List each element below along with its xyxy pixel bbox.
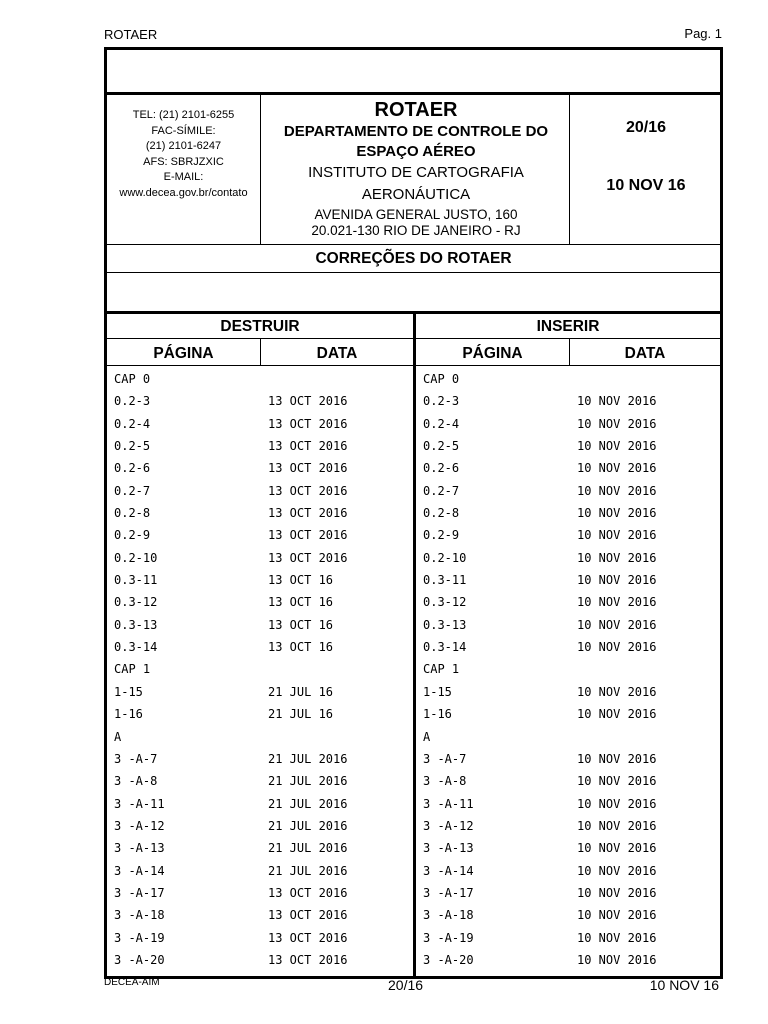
footer-left: DECEA-AIM: [104, 977, 160, 988]
insert-page-cell: 0.3-14: [423, 640, 467, 655]
publication-title: ROTAER: [374, 99, 458, 121]
destroy-date-cell: 21 JUL 2016: [268, 774, 348, 789]
destroy-page-cell: 0.2-4: [114, 416, 151, 431]
address-line-1: AVENIDA GENERAL JUSTO, 160: [314, 207, 518, 222]
insert-date-cell: 10 NOV 2016: [577, 461, 657, 476]
group-header-destroy: DESTRUIR: [220, 318, 300, 335]
table-row: [107, 658, 720, 680]
footer-center: 20/16: [388, 977, 424, 993]
destroy-date-cell: 13 OCT 16: [268, 595, 334, 610]
running-title: ROTAER: [104, 27, 158, 42]
destroy-date-cell: 13 OCT 2016: [268, 416, 348, 431]
table-row: [107, 636, 720, 658]
table-row: [107, 770, 720, 792]
table-row: [107, 837, 720, 859]
insert-date-cell: 10 NOV 2016: [577, 550, 657, 565]
insert-page-cell: 1-15: [423, 684, 452, 699]
insert-page-cell: 0.2-3: [423, 394, 460, 409]
destroy-page-cell: 3 -A-13: [114, 841, 165, 856]
destroy-date-cell: 21 JUL 2016: [268, 818, 348, 833]
insert-page-cell: 3 -A-7: [423, 751, 467, 766]
insert-page-cell: 3 -A-19: [423, 930, 474, 945]
table-row: [107, 368, 720, 390]
insert-page-cell: 3 -A-8: [423, 774, 467, 789]
table-row: [107, 524, 720, 546]
insert-page-cell: A: [423, 729, 431, 744]
insert-page-cell: 3 -A-12: [423, 818, 474, 833]
table-row: [107, 457, 720, 479]
insert-page-cell: 0.2-4: [423, 416, 460, 431]
contact-afs: AFS: SBRJZXIC: [143, 155, 224, 168]
destroy-page-cell: 1-15: [114, 684, 143, 699]
insert-date-cell: 10 NOV 2016: [577, 617, 657, 632]
destroy-page-cell: CAP 1: [114, 662, 151, 677]
destroy-page-cell: 0.2-7: [114, 483, 151, 498]
table-row: [107, 681, 720, 703]
contact-website: www.decea.gov.br/contato: [119, 186, 248, 199]
table-row: [107, 413, 720, 435]
destroy-date-cell: 13 OCT 16: [268, 573, 334, 588]
table-row: [107, 614, 720, 636]
destroy-page-cell: 0.2-3: [114, 394, 151, 409]
contact-block: [107, 95, 260, 245]
destroy-date-cell: 13 OCT 16: [268, 617, 334, 632]
column-header-date: DATA: [316, 345, 358, 362]
contact-fax: (21) 2101-6247: [145, 140, 222, 152]
insert-date-cell: 10 NOV 2016: [577, 506, 657, 521]
insert-date-cell: 10 NOV 2016: [577, 573, 657, 588]
destroy-page-cell: 0.2-10: [114, 550, 158, 565]
destroy-page-cell: A: [114, 729, 122, 744]
insert-page-cell: CAP 1: [423, 662, 460, 677]
insert-date-cell: 10 NOV 2016: [577, 841, 657, 856]
destroy-page-cell: 0.2-5: [114, 439, 151, 454]
group-header-insert: INSERIR: [536, 318, 600, 335]
destroy-date-cell: 13 OCT 2016: [268, 952, 348, 967]
issue-number: 20/16: [625, 119, 667, 136]
table-row: [107, 860, 720, 882]
insert-date-cell: 10 NOV 2016: [577, 930, 657, 945]
destroy-page-cell: 0.2-6: [114, 461, 151, 476]
table-row: [107, 569, 720, 591]
destroy-date-cell: 13 OCT 2016: [268, 930, 348, 945]
destroy-date-cell: 13 OCT 2016: [268, 483, 348, 498]
destroy-page-cell: 3 -A-12: [114, 818, 165, 833]
destroy-date-cell: 13 OCT 2016: [268, 908, 348, 923]
insert-page-cell: 3 -A-20: [423, 952, 474, 967]
institute-line-1: INSTITUTO DE CARTOGRAFIA: [308, 164, 524, 181]
destroy-date-cell: 13 OCT 2016: [268, 528, 348, 543]
insert-date-cell: 10 NOV 2016: [577, 684, 657, 699]
insert-page-cell: 3 -A-17: [423, 885, 474, 900]
destroy-date-cell: 13 OCT 2016: [268, 506, 348, 521]
institute-line-2: AERONÁUTICA: [361, 186, 471, 203]
insert-date-cell: 10 NOV 2016: [577, 640, 657, 655]
destroy-date-cell: 21 JUL 16: [268, 707, 334, 722]
destroy-date-cell: 21 JUL 2016: [268, 863, 348, 878]
destroy-date-cell: 21 JUL 2016: [268, 841, 348, 856]
footer-right: 10 NOV 16: [649, 977, 719, 993]
issue-block: [572, 95, 720, 195]
corrections-table: [107, 368, 720, 971]
destroy-page-cell: 3 -A-18: [114, 908, 165, 923]
insert-page-cell: 3 -A-11: [423, 796, 474, 811]
insert-page-cell: 0.2-6: [423, 461, 460, 476]
destroy-date-cell: 21 JUL 2016: [268, 796, 348, 811]
publisher-block: [262, 95, 570, 238]
destroy-page-cell: 3 -A-11: [114, 796, 165, 811]
insert-date-cell: 10 NOV 2016: [577, 863, 657, 878]
department-line-2: ESPAÇO AÉREO: [356, 143, 476, 160]
column-header-page: PÁGINA: [462, 345, 523, 362]
table-row: [107, 882, 720, 904]
insert-date-cell: 10 NOV 2016: [577, 796, 657, 811]
insert-page-cell: 0.2-5: [423, 439, 460, 454]
insert-date-cell: 10 NOV 2016: [577, 952, 657, 967]
destroy-page-cell: 0.3-12: [114, 595, 158, 610]
insert-page-cell: 0.2-7: [423, 483, 460, 498]
column-header-page: PÁGINA: [153, 345, 214, 362]
insert-date-cell: 10 NOV 2016: [577, 818, 657, 833]
issue-date: 10 NOV 16: [606, 177, 686, 194]
destroy-page-cell: 0.3-11: [114, 573, 158, 588]
destroy-date-cell: 21 JUL 16: [268, 684, 334, 699]
insert-page-cell: 0.2-8: [423, 506, 460, 521]
table-row: [107, 815, 720, 837]
table-row: [107, 435, 720, 457]
destroy-page-cell: CAP 0: [114, 372, 151, 386]
insert-page-cell: 0.3-11: [423, 573, 467, 588]
table-row: [107, 703, 720, 725]
table-row: [107, 591, 720, 613]
destroy-date-cell: 13 OCT 2016: [268, 461, 348, 476]
table-row: [107, 390, 720, 412]
address-line-2: 20.021-130 RIO DE JANEIRO - RJ: [311, 223, 521, 238]
section-title: CORREÇÕES DO ROTAER: [315, 250, 512, 267]
insert-date-cell: 10 NOV 2016: [577, 394, 657, 409]
insert-page-cell: 3 -A-13: [423, 841, 474, 856]
table-row: [107, 949, 720, 971]
table-row: [107, 904, 720, 926]
insert-page-cell: 3 -A-18: [423, 908, 474, 923]
destroy-date-cell: 13 OCT 2016: [268, 550, 348, 565]
table-row: [107, 793, 720, 815]
destroy-page-cell: 3 -A-8: [114, 774, 158, 789]
insert-page-cell: 0.2-9: [423, 528, 460, 543]
destroy-date-cell: 13 OCT 2016: [268, 394, 348, 409]
insert-date-cell: 10 NOV 2016: [577, 416, 657, 431]
contact-fax-label: FAC-SÍMILE:: [151, 124, 216, 137]
insert-page-cell: 0.3-12: [423, 595, 467, 610]
insert-page-cell: 0.2-10: [423, 550, 467, 565]
insert-date-cell: 10 NOV 2016: [577, 595, 657, 610]
document-frame: [104, 47, 723, 979]
table-row: [107, 927, 720, 949]
destroy-page-cell: 3 -A-14: [114, 863, 165, 878]
destroy-page-cell: 0.2-8: [114, 506, 151, 521]
page-number: Pag. 1: [684, 26, 722, 41]
destroy-page-cell: 0.2-9: [114, 528, 151, 543]
destroy-date-cell: 13 OCT 2016: [268, 439, 348, 454]
destroy-page-cell: 3 -A-17: [114, 885, 165, 900]
department-line-1: DEPARTAMENTO DE CONTROLE DO: [283, 123, 549, 140]
destroy-page-cell: 3 -A-19: [114, 930, 165, 945]
column-header-date: DATA: [624, 345, 666, 362]
table-row: [107, 547, 720, 569]
insert-page-cell: 0.3-13: [423, 617, 467, 632]
destroy-page-cell: 3 -A-20: [114, 952, 165, 967]
destroy-page-cell: 3 -A-7: [114, 751, 158, 766]
destroy-date-cell: 13 OCT 2016: [268, 885, 348, 900]
insert-page-cell: 3 -A-14: [423, 863, 474, 878]
destroy-date-cell: 21 JUL 2016: [268, 751, 348, 766]
table-row: [107, 480, 720, 502]
contact-phone: TEL: (21) 2101-6255: [132, 109, 235, 121]
divider: [260, 94, 261, 244]
insert-date-cell: 10 NOV 2016: [577, 707, 657, 722]
insert-date-cell: 10 NOV 2016: [577, 751, 657, 766]
insert-date-cell: 10 NOV 2016: [577, 885, 657, 900]
divider: [107, 272, 720, 273]
destroy-page-cell: 0.3-14: [114, 640, 158, 655]
insert-date-cell: 10 NOV 2016: [577, 483, 657, 498]
destroy-page-cell: 1-16: [114, 707, 143, 722]
insert-date-cell: 10 NOV 2016: [577, 774, 657, 789]
table-row: [107, 748, 720, 770]
contact-email-label: E-MAIL:: [163, 171, 204, 183]
insert-date-cell: 10 NOV 2016: [577, 528, 657, 543]
destroy-page-cell: 0.3-13: [114, 617, 158, 632]
insert-page-cell: CAP 0: [423, 372, 460, 386]
table-row: [107, 726, 720, 748]
table-row: [107, 502, 720, 524]
insert-date-cell: 10 NOV 2016: [577, 908, 657, 923]
insert-date-cell: 10 NOV 2016: [577, 439, 657, 454]
insert-page-cell: 1-16: [423, 707, 452, 722]
destroy-date-cell: 13 OCT 16: [268, 640, 334, 655]
